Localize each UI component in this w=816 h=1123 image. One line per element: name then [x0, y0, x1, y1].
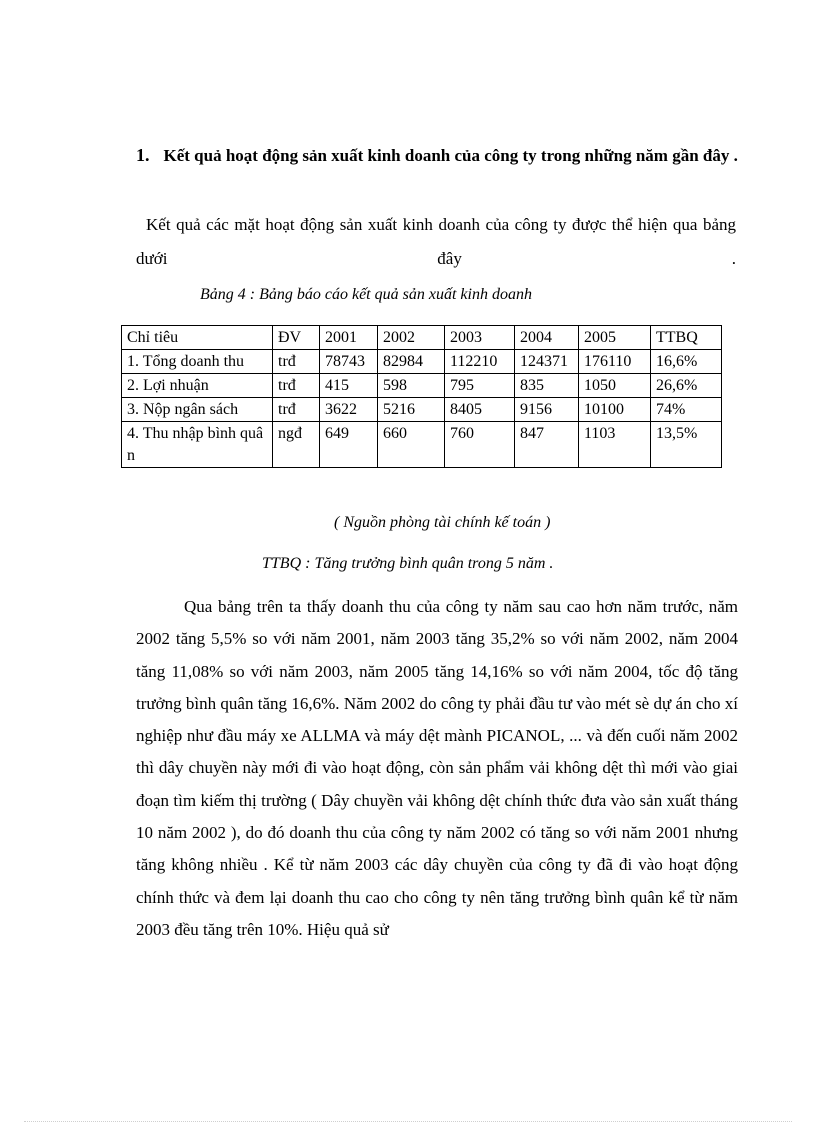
table-cell: 660: [378, 422, 445, 468]
table-cell: 82984: [378, 350, 445, 374]
section-heading: [136, 139, 746, 172]
header-cell: Chỉ tiêu: [122, 326, 273, 350]
table-row: [122, 422, 722, 468]
table-cell: 10100: [579, 398, 651, 422]
header-cell: TTBQ: [651, 326, 722, 350]
table-cell: ngđ: [273, 422, 320, 468]
table-cell: 5216: [378, 398, 445, 422]
table-cell: 795: [445, 374, 515, 398]
table-cell: 16,6%: [651, 350, 722, 374]
table-row: [122, 398, 722, 422]
table-row: [122, 350, 722, 374]
table-cell: 8405: [445, 398, 515, 422]
table-row: [122, 374, 722, 398]
table-cell: 1050: [579, 374, 651, 398]
header-cell: 2001: [320, 326, 378, 350]
table-cell: trđ: [273, 398, 320, 422]
table-cell: 415: [320, 374, 378, 398]
table-cell: 847: [515, 422, 579, 468]
table-cell: 124371: [515, 350, 579, 374]
section-title: Kết quả hoạt động sản xuất kinh doanh của công ty trong những năm gần đây .: [163, 146, 738, 165]
ttbq-note: TTBQ : Tăng trưởng bình quân trong 5 năm .: [262, 555, 554, 572]
header-cell: 2003: [445, 326, 515, 350]
header-cell: 2004: [515, 326, 579, 350]
table-cell: 1. Tổng doanh thu: [122, 350, 273, 374]
table-cell: 13,5%: [651, 422, 722, 468]
table-cell: 598: [378, 374, 445, 398]
table-caption: Bảng 4 : Bảng báo cáo kết quả sản xuất kinh doanh: [200, 286, 532, 303]
table-cell: trđ: [273, 350, 320, 374]
table-cell: 3. Nộp ngân sách: [122, 398, 273, 422]
table-cell: 112210: [445, 350, 515, 374]
intro-paragraph: Kết quả các mặt hoạt động sản xuất kinh doanh của công ty được thể hiện qua bảng dưới đây .: [136, 215, 736, 268]
source-note: ( Nguồn phòng tài chính kế toán ): [334, 514, 551, 531]
table-cell: 78743: [320, 350, 378, 374]
header-cell: ĐV: [273, 326, 320, 350]
table-cell: trđ: [273, 374, 320, 398]
table-cell: 1103: [579, 422, 651, 468]
section-number: 1.: [136, 145, 150, 165]
table-cell: 26,6%: [651, 374, 722, 398]
table-cell: 3622: [320, 398, 378, 422]
table-cell: 760: [445, 422, 515, 468]
table-cell: 176110: [579, 350, 651, 374]
header-cell: 2002: [378, 326, 445, 350]
header-cell: 2005: [579, 326, 651, 350]
table-cell: 74%: [651, 398, 722, 422]
analysis-paragraph: Qua bảng trên ta thấy doanh thu của công ty năm sau cao hơn năm trước, năm 2002 tăng 5,5% so với năm 2001, năm 2003 tăng 35,2% so với năm 2002, năm 2004 tăng 11,08% so với năm 2003, năm 2005 tăng 14,16% so với năm 2004, tốc độ tăng trưởng bình quân tăng 16,6%. Năm 2002 do công ty phải đầu tư vào mét sè dự án cho xí nghiệp như đầu máy xe ALLMA và máy dệt mành PICANOL, ... và đến cuối năm 2002 thì dây chuyền này mới đi vào hoạt động, còn sản phẩm vải không dệt thì mới vào giai đoạn tìm kiếm thị trường ( Dây chuyền vải không dệt chính thức đưa vào sản xuất tháng 10 năm 2002 ), do đó doanh thu của công ty năm 2002 có tăng so với năm 2001 nhưng tăng không nhiều . Kể từ năm 2003 các dây chuyền của công ty đã đi vào hoạt động chính thức và đem lại doanh thu cao cho công ty nên tăng trưởng bình quân kể từ năm 2003 đều tăng trên 10%. Hiệu quả sử: [136, 597, 738, 939]
table-header-row: [122, 326, 722, 350]
table-cell: 4. Thu nhập bình quân: [122, 422, 273, 468]
table-cell: 9156: [515, 398, 579, 422]
page-bottom-divider: [24, 1121, 792, 1122]
table-cell: 835: [515, 374, 579, 398]
table-cell: 2. Lợi nhuận: [122, 374, 273, 398]
table-cell: 649: [320, 422, 378, 468]
business-results-table: [121, 325, 722, 468]
